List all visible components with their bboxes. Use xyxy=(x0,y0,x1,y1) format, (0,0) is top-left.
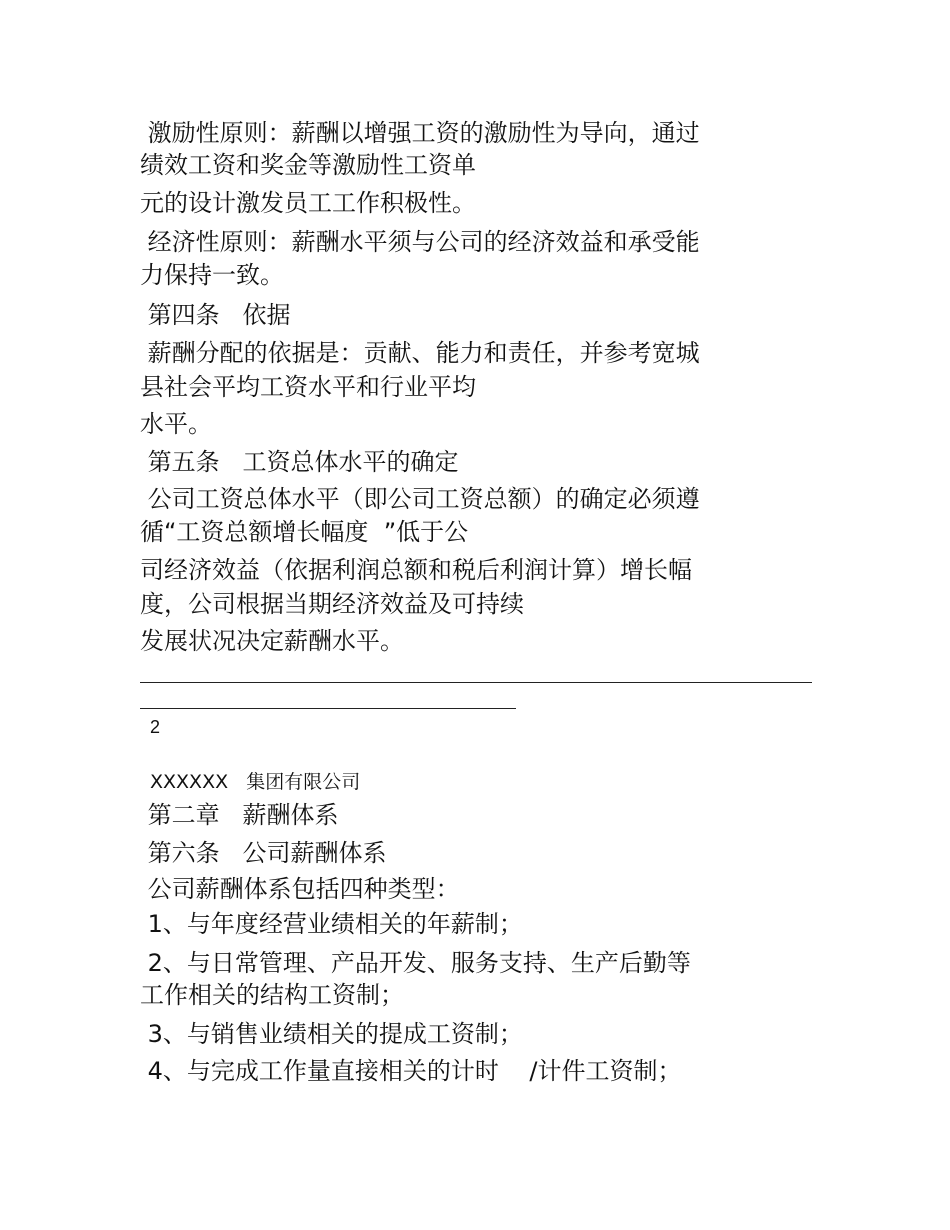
text-line: 力保持一致。 xyxy=(140,261,284,289)
footer-rule xyxy=(140,708,516,709)
text-line: 绩效工资和奖金等激励性工资单 xyxy=(140,151,476,179)
text-line: 公司薪酬体系包括四种类型： xyxy=(140,875,460,903)
section-heading: 第四条 依据 xyxy=(140,301,291,329)
text-line: 经济性原则：薪酬水平须与公司的经济效益和承受能 xyxy=(140,228,700,256)
list-item: 3、与销售业绩相关的提成工资制； xyxy=(140,1020,523,1048)
text-line: 元的设计激发员工工作积极性。 xyxy=(140,189,476,217)
text-line: 县社会平均工资水平和行业平均 xyxy=(140,373,476,401)
text-line: 发展状况决定薪酬水平。 xyxy=(140,627,404,655)
text-line: 度，公司根据当期经济效益及可持续 xyxy=(140,590,524,618)
text-line: 司经济效益（依据利润总额和税后利润计算）增长幅 xyxy=(140,556,692,584)
text-line: 公司工资总体水平（即公司工资总额）的确定必须遵 xyxy=(140,485,700,513)
text-line: 工作相关的结构工资制； xyxy=(140,981,404,1009)
section-heading: 第六条 公司薪酬体系 xyxy=(140,839,387,867)
list-item: 2、与日常管理、产品开发、服务支持、生产后勤等 xyxy=(140,949,691,977)
footer-rule xyxy=(140,682,812,683)
page-number: 2 xyxy=(150,717,161,737)
text-line: 激励性原则：薪酬以增强工资的激励性为导向，通过 xyxy=(140,119,700,147)
list-item: 1、与年度经营业绩相关的年薪制； xyxy=(140,910,523,938)
chapter-heading: 第二章 薪酬体系 xyxy=(140,801,339,829)
text-line: 循“工资总额增长幅度 ”低于公 xyxy=(140,518,469,546)
company-header: XXXXXX 集团有限公司 xyxy=(150,771,361,793)
text-line: 水平。 xyxy=(140,410,212,438)
text-line: 薪酬分配的依据是：贡献、能力和责任，并参考宽城 xyxy=(140,339,700,367)
list-item: 4、与完成工作量直接相关的计时 /计件工资制； xyxy=(140,1057,682,1085)
section-heading: 第五条 工资总体水平的确定 xyxy=(140,448,459,476)
